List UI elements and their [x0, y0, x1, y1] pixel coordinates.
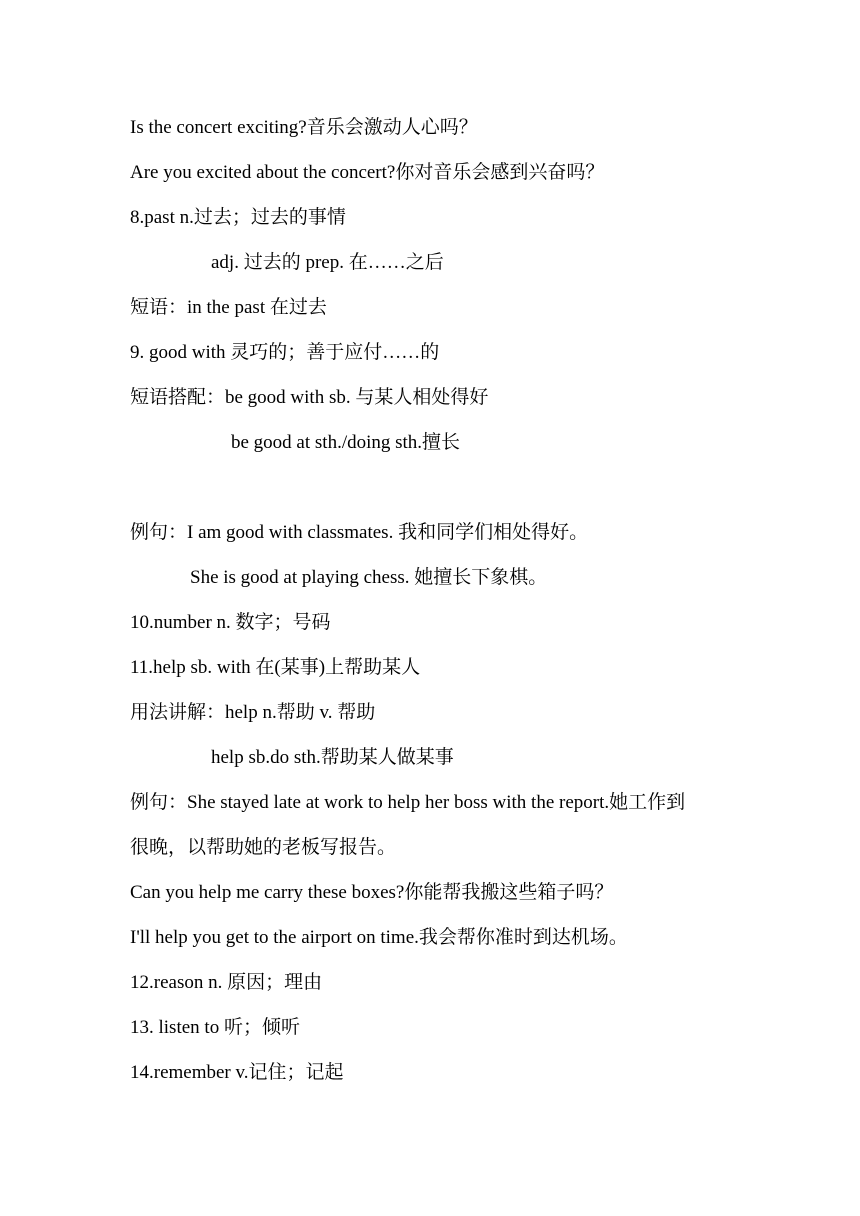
example-good-with-classmates: 例句：I am good with classmates. 我和同学们相处得好。	[130, 522, 589, 543]
usage-help-sb-do-sth: help sb.do sth.帮助某人做某事	[211, 747, 454, 768]
example-airport-on-time: I'll help you get to the airport on time.我会帮你准时到达机场。	[130, 927, 628, 948]
collocation-be-good-with: 短语搭配：be good with sb. 与某人相处得好	[130, 387, 489, 408]
example-carry-boxes: Can you help me carry these boxes?你能帮我搬这些箱子吗？	[130, 882, 614, 903]
vocab-10-number: 10.number n. 数字；号码	[130, 612, 331, 633]
vocab-8-past: 8.past n.过去；过去的事情	[130, 207, 346, 228]
example-help-boss-report: 例句：She stayed late at work to help her boss with the report.她工作到	[130, 792, 686, 813]
vocab-12-reason: 12.reason n. 原因；理由	[130, 972, 323, 993]
example-good-at-chess: She is good at playing chess. 她擅长下象棋。	[190, 567, 548, 588]
vocab-14-remember: 14.remember v.记住；记起	[130, 1062, 344, 1083]
sentence-concert-exciting: Is the concert exciting?音乐会激动人心吗？	[130, 117, 478, 138]
usage-help: 用法讲解：help n.帮助 v. 帮助	[130, 702, 376, 723]
vocab-13-listen-to: 13. listen to 听；倾听	[130, 1017, 300, 1038]
vocab-11-help-with: 11.help sb. with 在(某事)上帮助某人	[130, 657, 421, 678]
sentence-excited-about-concert: Are you excited about the concert?你对音乐会感到兴奋吗？	[130, 162, 605, 183]
example-help-boss-report-cont: 很晚，以帮助她的老板写报告。	[130, 837, 397, 858]
collocation-be-good-at: be good at sth./doing sth.擅长	[231, 432, 461, 453]
vocab-8-past-adj-prep: adj. 过去的 prep. 在……之后	[211, 252, 444, 273]
vocab-9-good-with: 9. good with 灵巧的；善于应付……的	[130, 342, 440, 363]
phrase-in-the-past: 短语：in the past 在过去	[130, 297, 327, 318]
